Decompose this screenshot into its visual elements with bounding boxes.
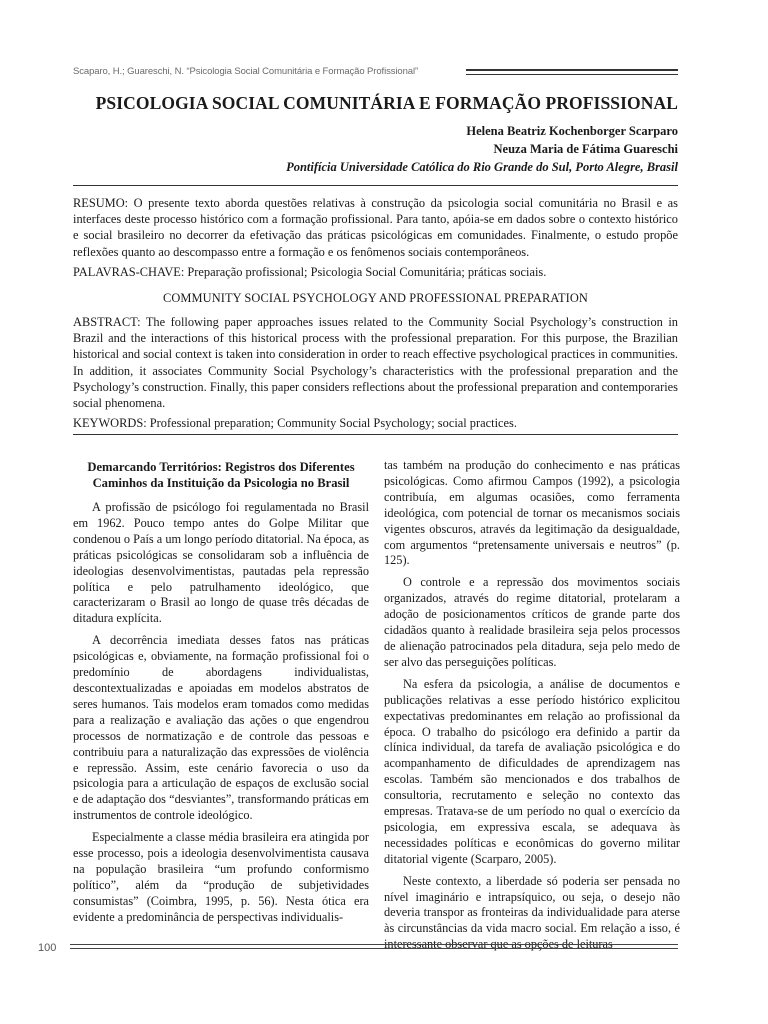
author-name: Helena Beatriz Kochenborger Scarparo <box>466 124 678 138</box>
keywords: KEYWORDS: Professional preparation; Community Social Psychology; social practices. <box>73 416 517 431</box>
paragraph: O controle e a repressão dos movimentos sociais organizados, através do regime ditatorial, protelaram a adoção de posicionamentos críticos de grande parte dos cidadãos quanto à realidade brasileira seja pelos processos de alienação patrocinados pela ditadura, seja pelo medo de ser alvo das perseguições políticas. <box>384 575 680 669</box>
page-number: 100 <box>38 942 57 954</box>
author-name: Neuza Maria de Fátima Guareschi <box>493 142 678 156</box>
paragraph: A profissão de psicólogo foi regulamentada no Brasil em 1962. Pouco tempo antes do Golpe Militar que condenou o País a um longo período ditatorial. Na época, as práticas psicológicas se consolidaram sob a influência de ideologias desenvolvimentistas, pautadas pela repressão política e pelo patrulhamento ideológico, que caracterizaram o Brasil ao longo de quase três décadas de ditadura explícita. <box>73 500 369 626</box>
footer-rule-thin <box>70 948 678 949</box>
paragraph: Neste contexto, a liberdade só poderia ser pensada no nível imaginário e intrapsíquico, ou seja, o desejo não deveria transpor as fronteiras da individualidade para aterse às circunstâncias da vida macro social. Em relação a isso, é interessante observar que as opções de leituras <box>384 873 680 952</box>
authors-block <box>73 122 678 176</box>
paragraph: tas também na produção do conhecimento e nas práticas psicológicas. Como afirmou Campos (1992), a psicologia contribuía, em algumas ocasiões, como ferramenta ideológica, com potencial de tornar os mecanismos sociais vigentes obscuros, através da legitimação da desigualdade, com argumentos “pretensamente universais e neutros” (p. 125). <box>384 458 680 568</box>
paragraph: Especialmente a classe média brasileira era atingida por esse processo, pois a ideologia desenvolvimentista causava na população brasileira “um profundo conformismo político”, além da “produção de subjetividades consumistas” (Coimbra, 1995, p. 56). Nesta ótica era evidente a predominância de perspectivas individualis- <box>73 830 369 924</box>
resumo-text: RESUMO: O presente texto aborda questões relativas à construção da psicologia social comunitária no Brasil e as interfaces deste processo histórico com a formação profissional. Para tanto, apóia-se em dados sobre o contexto histórico e social brasileiro no decorrer da efetivação das práticas psicológicas em comunidades. Finalmente, o estudo propõe reflexões quanto ao descompasso entre a formação e os fenômenos sociais contemporâneos. <box>73 196 678 259</box>
abstract-text: ABSTRACT: The following paper approaches issues related to the Community Social Psychology’s construction in Brazil and the interactions of this historical process with the professional preparation. For this purpose, the Brazilian historical and social context is taken into consideration in order to reach effective psychological practices in communities. In addition, it associates Community Social Psychology’s characteristics with the professional preparation and the Psychology’s construction. Finally, this paper considers reflections about the professional preparation and contemporaries social phenomena. <box>73 315 678 411</box>
palavras-chave: PALAVRAS-CHAVE: Preparação profissional; Psicologia Social Comunitária; práticas sociais. <box>73 264 547 279</box>
paragraph: Na esfera da psicologia, a análise de documentos e publicações relativas a esse período histórico explicitou expectativas predominantes em relação ao profissional da época. O trabalho do psicólogo era definido a partir da clínica individual, da tarefa de avaliação psicológica e do acompanhamento de dificuldades de aprendizagem nas escolas. Também são mencionados e dos trabalhos de consultoria, recrutamento e seleção no contexto das empresas. Tratava-se de um período no qual o exercício da psicologia, em expressiva escala, se adequava às necessidades políticas e econômicas do governo militar ditatorial vigente (Scarparo, 2005). <box>384 676 680 866</box>
header-rule <box>466 69 678 71</box>
footer-rule <box>70 944 678 945</box>
paragraph: A decorrência imediata desses fatos nas práticas psicológicas e, obviamente, na formação profissional foi o predomínio de abordagens individualistas, descontextualizadas e apoiadas em modelos abstratos de seres humanos. Tais modelos eram tomados como medidas para a realização e avaliação das ações o que engendrou processos de normatização e de controle das pessoas e contribuiu para a naturalização das expressões de violência e repressão. Assim, este cenário favorecia o uso da psicologia para a articulação de espaços de exclusão social e de adaptação dos “desviantes”, transformando práticas em instrumentos de controle ideológico. <box>73 633 369 823</box>
header-rule-thin <box>466 74 678 75</box>
running-header: Scaparo, H.; Guareschi, N. “Psicologia Social Comunitária e Formação Profissional” <box>73 66 419 77</box>
left-column <box>73 457 369 926</box>
section-heading: Demarcando Territórios: Registros dos Diferentes Caminhos da Instituição da Psicologia no Brasil <box>87 460 355 490</box>
resumo-block <box>73 195 678 280</box>
abstract-block <box>73 314 678 431</box>
article-title: PSICOLOGIA SOCIAL COMUNITÁRIA E FORMAÇÃO PROFISSIONAL <box>95 93 678 113</box>
section-divider <box>73 185 678 186</box>
author-affiliation: Pontifícia Universidade Católica do Rio Grande do Sul, Porto Alegre, Brasil <box>286 160 678 174</box>
english-title: COMMUNITY SOCIAL PSYCHOLOGY AND PROFESSIONAL PREPARATION <box>163 291 588 305</box>
right-column <box>384 458 680 953</box>
section-divider <box>73 434 678 435</box>
